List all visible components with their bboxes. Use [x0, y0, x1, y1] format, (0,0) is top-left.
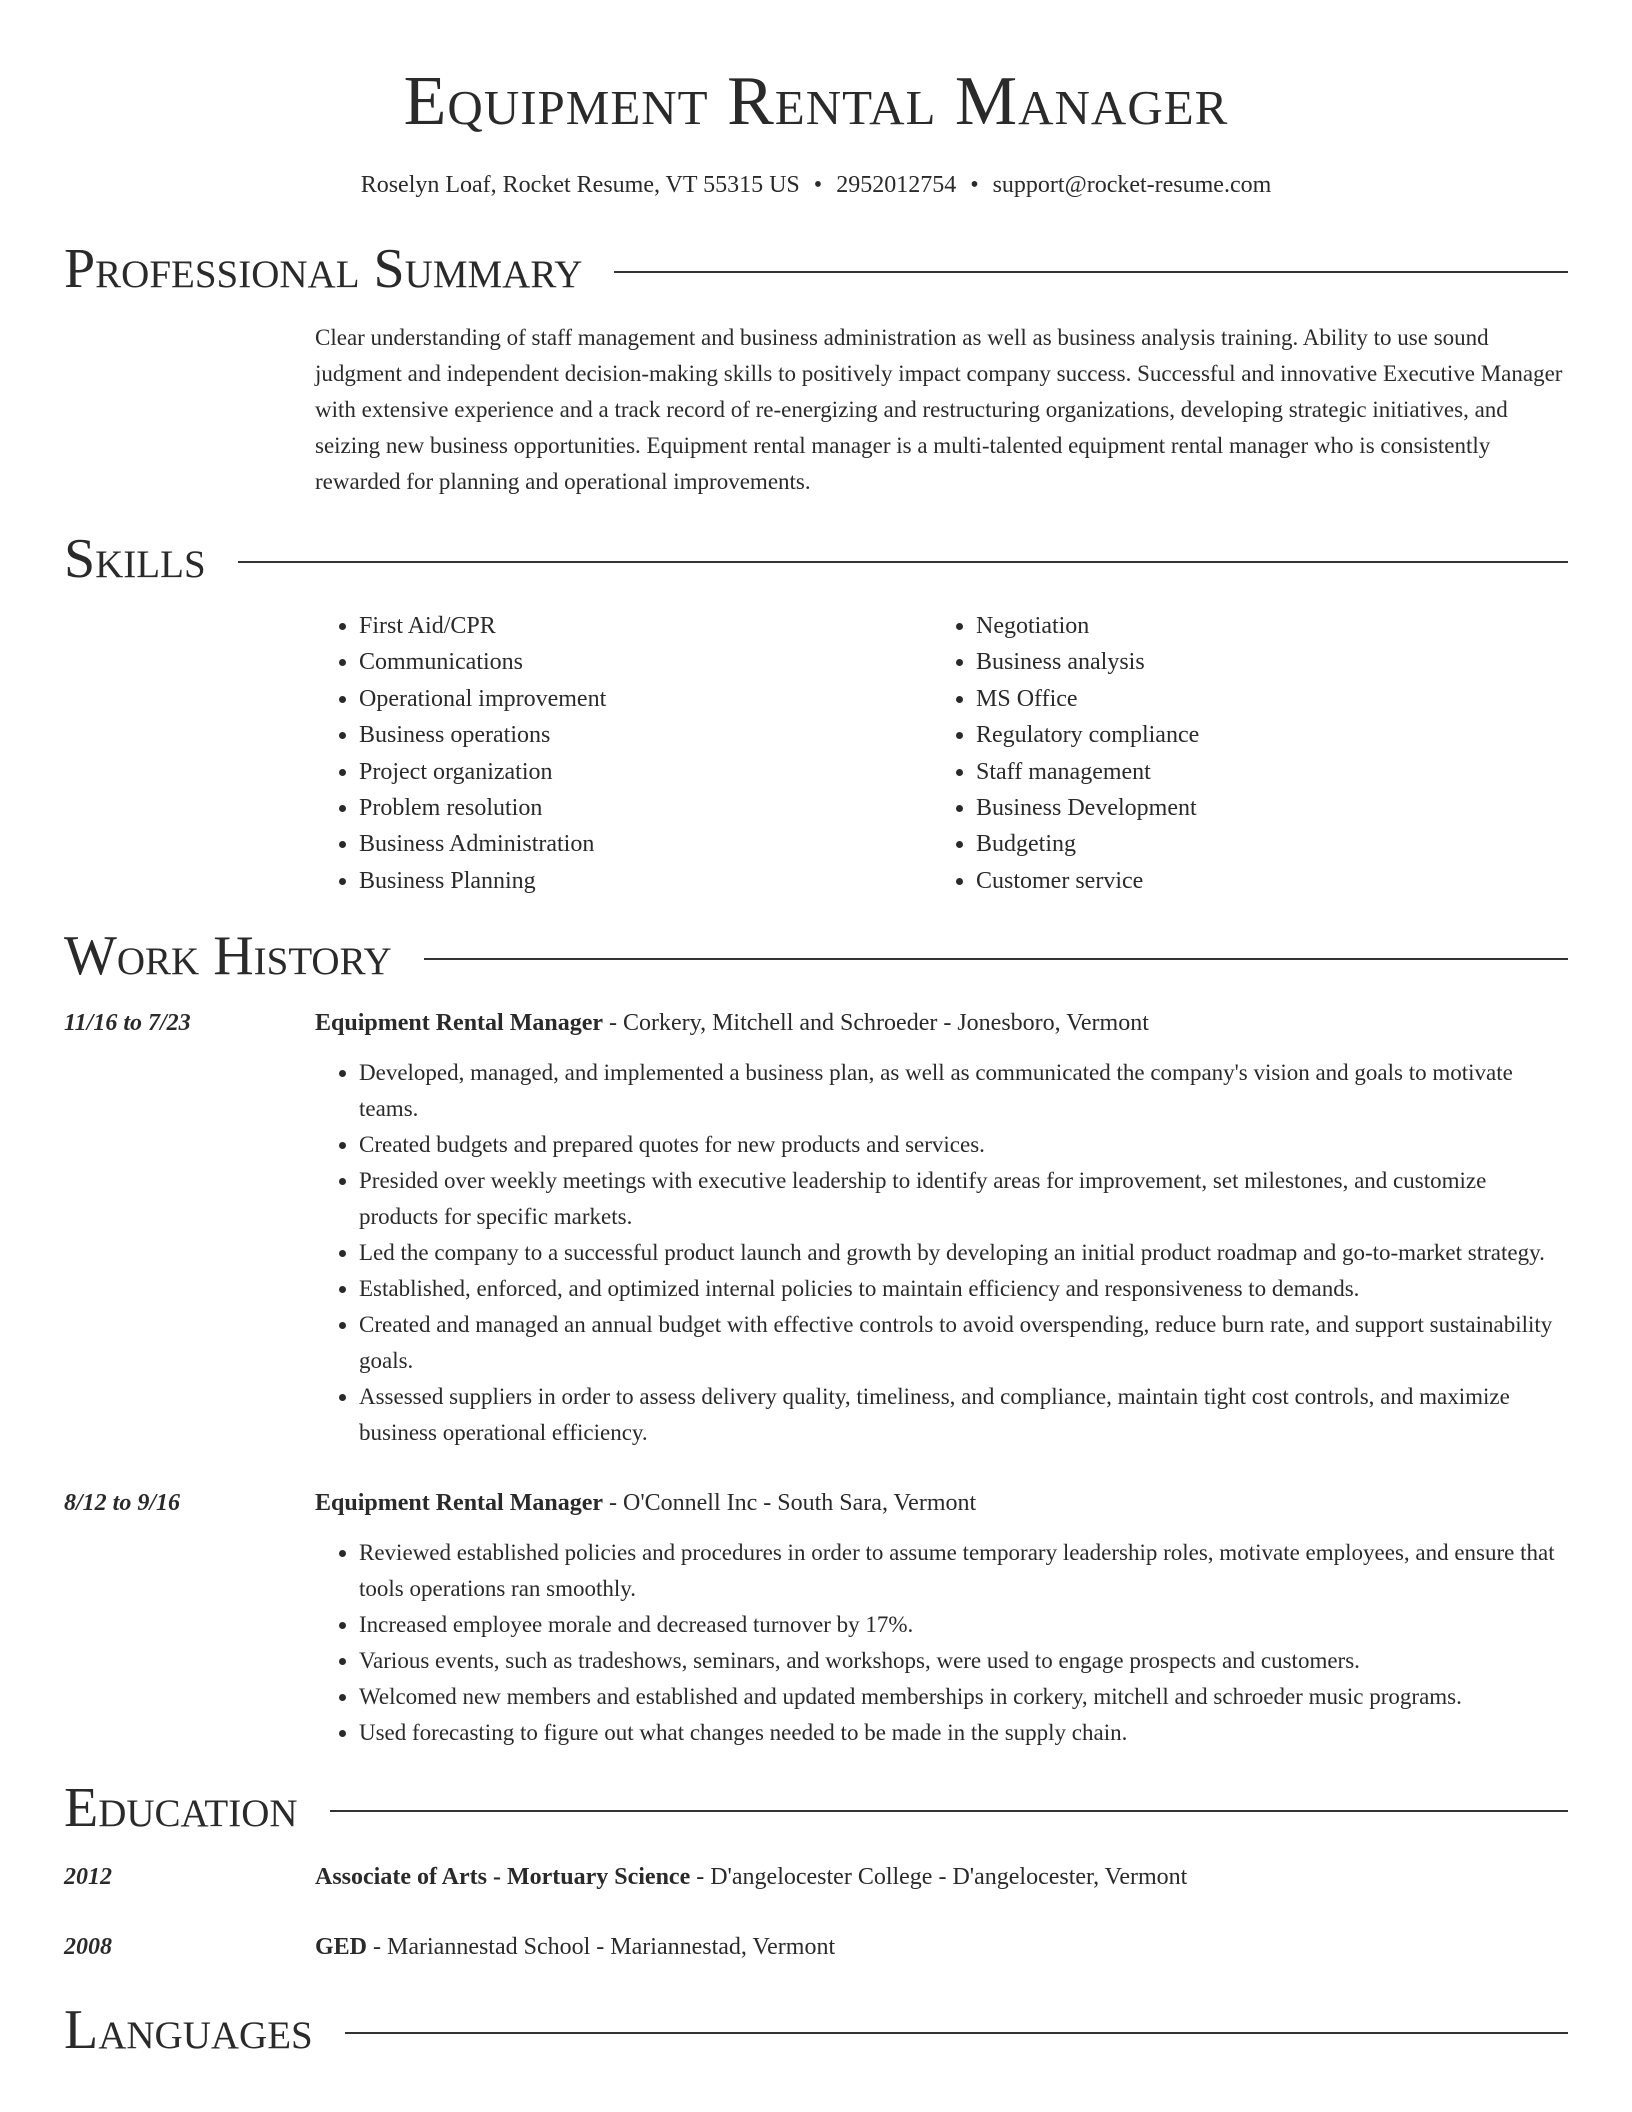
- job-bullet: • Established, enforced, and optimized internal policies to maintain efficiency and responsiveness to demands.: [359, 1271, 1568, 1307]
- contact-address: Roselyn Loaf, Rocket Resume, VT 55315 US: [360, 172, 800, 198]
- skill-item: • Communications: [359, 644, 932, 680]
- skill-item: • Problem resolution: [359, 790, 932, 826]
- education-entry: [64, 1929, 1568, 1965]
- skill-item: • Business Administration: [359, 826, 932, 862]
- job-bullet: • Used forecasting to figure out what changes needed to be made in the supply chain.: [359, 1715, 1568, 1751]
- job-bullet: • Created and managed an annual budget with effective controls to avoid overspending, reduce burn rate, and support sustainability goals.: [359, 1307, 1568, 1379]
- section-header-languages: [64, 1999, 1568, 2061]
- job-bullet: • Various events, such as tradeshows, seminars, and workshops, were used to engage prospects and customers.: [359, 1643, 1568, 1679]
- skill-item: • Business analysis: [976, 644, 1549, 680]
- job-details: - Corkery, Mitchell and Schroeder - Jonesboro, Vermont: [603, 1010, 1149, 1037]
- section-header-summary: [64, 238, 1568, 300]
- job-bullet: • Presided over weekly meetings with executive leadership to identify areas for improvement, set milestones, and customize products for specific markets.: [359, 1163, 1568, 1235]
- skill-item: • First Aid/CPR: [359, 608, 932, 644]
- contact-separator: •: [813, 172, 823, 198]
- skill-item: • MS Office: [976, 681, 1549, 717]
- resume-name: Equipment Rental Manager: [403, 63, 1229, 140]
- education-content: [315, 1859, 1568, 1895]
- skills-column-right: [932, 608, 1549, 899]
- education-year: 2012: [64, 1864, 112, 1891]
- education-degree: Associate of Arts - Mortuary Science: [315, 1864, 691, 1891]
- job-dates: 11/16 to 7/23: [64, 1010, 191, 1037]
- job-details: - O'Connell Inc - South Sara, Vermont: [603, 1490, 977, 1517]
- job-content: [315, 1485, 1568, 1751]
- job-entry: [64, 1485, 1568, 1751]
- section-title: Education: [64, 1777, 298, 1840]
- job-bullet: • Developed, managed, and implemented a business plan, as well as communicated the company's vision and goals to motivate teams.: [359, 1055, 1568, 1127]
- skill-item: • Business operations: [359, 717, 932, 753]
- skill-item: • Operational improvement: [359, 681, 932, 717]
- education-details: - Mariannestad School - Mariannestad, Vermont: [367, 1934, 836, 1961]
- section-header-skills: [64, 528, 1568, 590]
- education-details: - D'angelocester College - D'angelocester, Vermont: [690, 1864, 1188, 1891]
- job-bullet: • Created budgets and prepared quotes for new products and services.: [359, 1127, 1568, 1163]
- job-title: Equipment Rental Manager: [315, 1490, 603, 1517]
- skill-item: • Staff management: [976, 754, 1549, 790]
- job-bullet: • Increased employee morale and decreased turnover by 17%.: [359, 1607, 1568, 1643]
- education-list: [64, 1859, 1568, 1965]
- skill-item: • Project organization: [359, 754, 932, 790]
- section-divider: [345, 2032, 1568, 2034]
- section-divider: [614, 271, 1568, 273]
- job-title-line: [315, 1005, 1568, 1041]
- skill-item: • Business Development: [976, 790, 1549, 826]
- job-title-line: [315, 1485, 1568, 1521]
- contact-email: support@rocket-resume.com: [992, 172, 1272, 198]
- skills-list: [315, 608, 1568, 899]
- summary-text: Clear understanding of staff management and business administration as well as business analysis training. Ability to use sound judgment and independent decision-making skills to positively impact company success. Successful and innovative Executive Manager with extensive experience and a track record of re-energizing and restructuring organizations, developing strategic initiatives, and seizing new business opportunities. Equipment rental manager is a multi-talented equipment rental manager who is consistently rewarded for planning and operational improvements.: [315, 325, 1563, 494]
- skills-column-left: [315, 608, 932, 899]
- contact-separator: •: [970, 172, 979, 198]
- contact-phone: 2952012754: [836, 172, 957, 198]
- skill-item: • Regulatory compliance: [976, 717, 1549, 753]
- work-history-list: [64, 1005, 1568, 1751]
- section-title: Professional Summary: [64, 238, 583, 300]
- education-degree: GED: [315, 1934, 368, 1961]
- section-header-work: [64, 925, 1568, 987]
- section-divider: [330, 1810, 1568, 1812]
- job-bullet: • Reviewed established policies and procedures in order to assume temporary leadership roles, motivate employees, and ensure that tools operations ran smoothly.: [359, 1535, 1568, 1607]
- job-bullet: • Led the company to a successful product launch and growth by developing an initial product roadmap and go-to-market strategy.: [359, 1235, 1568, 1271]
- job-title: Equipment Rental Manager: [315, 1010, 603, 1037]
- section-header-education: [64, 1777, 1568, 1839]
- education-content: [315, 1929, 1568, 1965]
- job-bullets: [315, 1055, 1568, 1451]
- skill-item: • Business Planning: [359, 863, 932, 899]
- job-bullets: [315, 1535, 1568, 1751]
- section-title: Languages: [64, 1999, 313, 2062]
- job-entry: [64, 1005, 1568, 1451]
- job-dates: 8/12 to 9/16: [64, 1490, 181, 1517]
- education-entry: [64, 1859, 1568, 1895]
- job-content: [315, 1005, 1568, 1451]
- section-title: Work History: [64, 925, 392, 988]
- contact-line: [64, 170, 1568, 200]
- job-bullet: • Welcomed new members and established and updated memberships in corkery, mitchell and schroeder music programs.: [359, 1679, 1568, 1715]
- section-divider: [238, 561, 1568, 563]
- skill-item: • Budgeting: [976, 826, 1549, 862]
- skill-item: • Negotiation: [976, 608, 1549, 644]
- job-bullet: • Assessed suppliers in order to assess delivery quality, timeliness, and compliance, maintain tight cost controls, and maximize business operational efficiency.: [359, 1379, 1568, 1451]
- education-year: 2008: [64, 1934, 112, 1961]
- skill-item: • Customer service: [976, 863, 1549, 899]
- section-title: Skills: [64, 528, 206, 590]
- section-divider: [424, 958, 1568, 960]
